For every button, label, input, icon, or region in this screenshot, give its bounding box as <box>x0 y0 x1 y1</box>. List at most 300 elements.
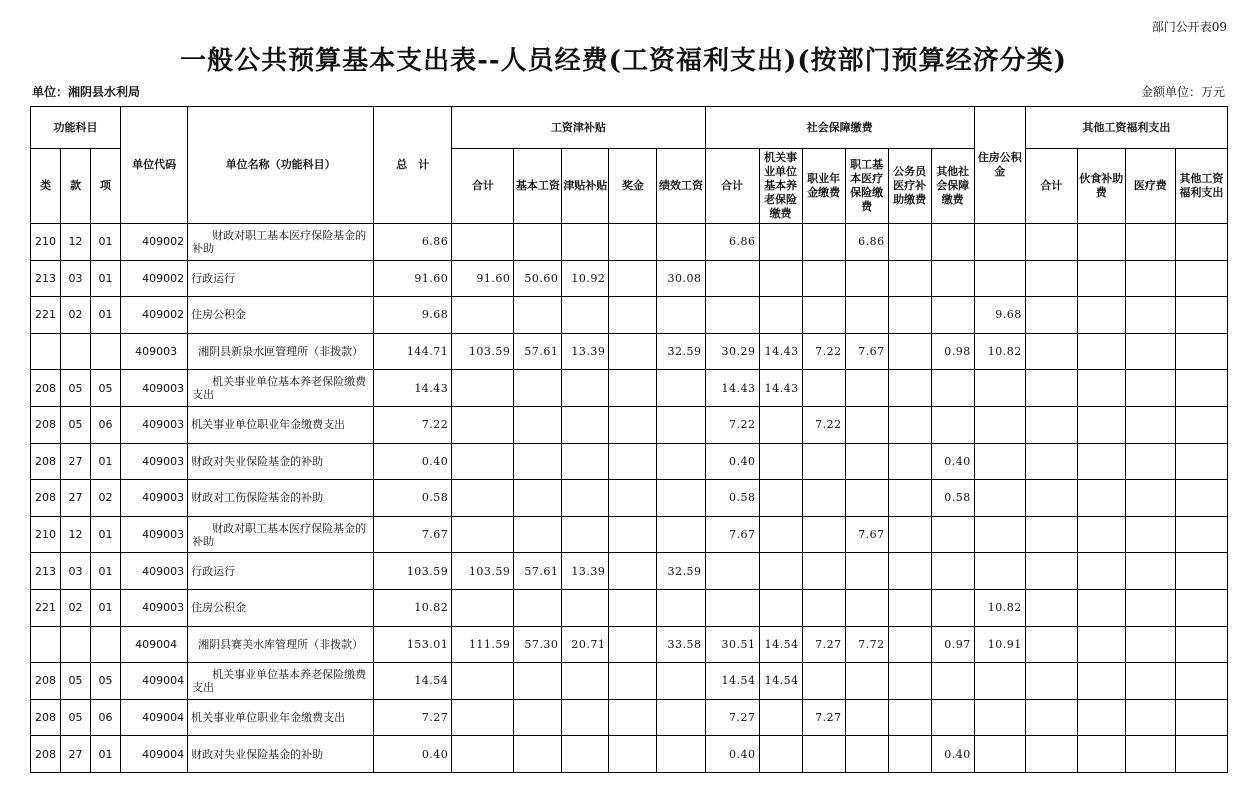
cell-lei: 208 <box>31 663 61 700</box>
cell-name: 行政运行 <box>188 260 374 297</box>
cell-xiang <box>91 626 121 663</box>
cell-performance: 32.59 <box>657 333 705 370</box>
cell-other-total <box>1025 260 1077 297</box>
cell-bonus <box>609 260 657 297</box>
header-basic-salary: 基本工资 <box>514 149 562 224</box>
cell-annuity <box>802 297 845 334</box>
cell-housing <box>974 370 1025 407</box>
cell-meal <box>1077 589 1125 626</box>
cell-name: 住房公积金 <box>188 297 374 334</box>
cell-lei: 208 <box>31 480 61 517</box>
cell-code: 409003 <box>121 480 188 517</box>
cell-salary-total <box>452 224 514 261</box>
cell-xiang: 01 <box>91 589 121 626</box>
cell-other-social <box>931 370 974 407</box>
header-annuity: 职业年金缴费 <box>802 149 845 224</box>
cell-pension <box>759 736 802 773</box>
cell-xiang: 06 <box>91 406 121 443</box>
cell-performance <box>657 406 705 443</box>
cell-name: 财政对失业保险基金的补助 <box>188 736 374 773</box>
table-header <box>31 107 1228 224</box>
cell-annuity: 7.27 <box>802 699 845 736</box>
cell-pension <box>759 480 802 517</box>
cell-bonus <box>609 370 657 407</box>
cell-pension <box>759 699 802 736</box>
cell-housing: 10.82 <box>974 589 1025 626</box>
cell-housing <box>974 553 1025 590</box>
cell-social-total: 30.29 <box>705 333 759 370</box>
cell-civil-medical <box>888 224 931 261</box>
cell-housing: 10.91 <box>974 626 1025 663</box>
cell-meal <box>1077 480 1125 517</box>
cell-code: 409004 <box>121 699 188 736</box>
cell-other-total <box>1025 333 1077 370</box>
cell-pension: 14.43 <box>759 370 802 407</box>
cell-performance <box>657 516 705 553</box>
cell-medical <box>845 553 888 590</box>
table-row <box>31 406 1228 443</box>
cell-xiang: 01 <box>91 553 121 590</box>
cell-meal <box>1077 333 1125 370</box>
cell-civil-medical <box>888 443 931 480</box>
cell-medical <box>845 443 888 480</box>
table-row <box>31 516 1228 553</box>
cell-total: 7.67 <box>374 516 452 553</box>
cell-basic <box>514 736 562 773</box>
header-lei: 类 <box>31 149 61 224</box>
cell-salary-total <box>452 480 514 517</box>
cell-total: 7.27 <box>374 699 452 736</box>
cell-lei: 221 <box>31 297 61 334</box>
cell-total: 0.40 <box>374 736 452 773</box>
cell-other-total <box>1025 736 1077 773</box>
cell-medical <box>845 736 888 773</box>
cell-civil-medical <box>888 297 931 334</box>
cell-basic <box>514 443 562 480</box>
cell-other-welfare <box>1175 333 1227 370</box>
cell-other-social <box>931 516 974 553</box>
cell-total: 14.43 <box>374 370 452 407</box>
cell-name: 财政对失业保险基金的补助 <box>188 443 374 480</box>
cell-name: 财政对职工基本医疗保险基金的补助 <box>188 224 374 261</box>
cell-social-total <box>705 589 759 626</box>
cell-allowance: 13.39 <box>562 553 609 590</box>
table-row <box>31 663 1228 700</box>
cell-kuan: 12 <box>61 516 91 553</box>
cell-housing: 10.82 <box>974 333 1025 370</box>
cell-other-welfare <box>1175 589 1227 626</box>
cell-other-total <box>1025 480 1077 517</box>
cell-housing <box>974 699 1025 736</box>
cell-social-total <box>705 553 759 590</box>
cell-housing <box>974 516 1025 553</box>
cell-basic <box>514 480 562 517</box>
cell-meal <box>1077 516 1125 553</box>
cell-civil-medical <box>888 663 931 700</box>
cell-medical-fee <box>1125 370 1175 407</box>
table-row <box>31 626 1228 663</box>
cell-performance: 32.59 <box>657 553 705 590</box>
cell-social-total: 6.86 <box>705 224 759 261</box>
cell-pension: 14.54 <box>759 626 802 663</box>
cell-kuan: 05 <box>61 370 91 407</box>
table-row <box>31 736 1228 773</box>
cell-other-social <box>931 589 974 626</box>
cell-lei: 208 <box>31 736 61 773</box>
header-salary-total: 合计 <box>452 149 514 224</box>
cell-basic <box>514 663 562 700</box>
cell-other-welfare <box>1175 516 1227 553</box>
header-xiang: 项 <box>91 149 121 224</box>
cell-total: 91.60 <box>374 260 452 297</box>
cell-basic <box>514 370 562 407</box>
cell-medical-fee <box>1125 553 1175 590</box>
cell-total: 0.58 <box>374 480 452 517</box>
budget-table <box>30 106 1228 773</box>
cell-medical: 7.67 <box>845 333 888 370</box>
cell-annuity <box>802 553 845 590</box>
cell-total: 9.68 <box>374 297 452 334</box>
header-meal: 伙食补助费 <box>1077 149 1125 224</box>
cell-salary-total <box>452 406 514 443</box>
header-other-total: 合计 <box>1025 149 1077 224</box>
table-row <box>31 224 1228 261</box>
cell-kuan: 02 <box>61 297 91 334</box>
table-row <box>31 553 1228 590</box>
cell-name: 机关事业单位职业年金缴费支出 <box>188 699 374 736</box>
cell-bonus <box>609 626 657 663</box>
cell-pension <box>759 224 802 261</box>
cell-name: 行政运行 <box>188 553 374 590</box>
cell-medical-fee <box>1125 699 1175 736</box>
cell-allowance <box>562 443 609 480</box>
cell-name: 财政对职工基本医疗保险基金的补助 <box>188 516 374 553</box>
cell-kuan: 03 <box>61 260 91 297</box>
header-social-total: 合计 <box>705 149 759 224</box>
money-unit-label: 金额单位：万元 <box>1140 85 1225 99</box>
cell-allowance <box>562 699 609 736</box>
cell-basic <box>514 516 562 553</box>
cell-other-total <box>1025 663 1077 700</box>
cell-xiang: 01 <box>91 297 121 334</box>
cell-pension: 14.43 <box>759 333 802 370</box>
cell-total: 7.22 <box>374 406 452 443</box>
cell-social-total: 0.58 <box>705 480 759 517</box>
cell-kuan: 12 <box>61 224 91 261</box>
cell-other-total <box>1025 699 1077 736</box>
cell-other-social: 0.58 <box>931 480 974 517</box>
cell-medical <box>845 370 888 407</box>
cell-medical-fee <box>1125 480 1175 517</box>
cell-allowance <box>562 736 609 773</box>
cell-salary-total <box>452 736 514 773</box>
table-row <box>31 699 1228 736</box>
cell-salary-total <box>452 589 514 626</box>
header-social-group: 社会保障缴费 <box>705 107 974 149</box>
cell-salary-total <box>452 699 514 736</box>
cell-allowance <box>562 480 609 517</box>
cell-allowance: 13.39 <box>562 333 609 370</box>
cell-civil-medical <box>888 736 931 773</box>
cell-salary-total <box>452 443 514 480</box>
header-other-social: 其他社会保障缴费 <box>931 149 974 224</box>
cell-meal <box>1077 663 1125 700</box>
cell-performance <box>657 589 705 626</box>
cell-civil-medical <box>888 333 931 370</box>
cell-allowance: 20.71 <box>562 626 609 663</box>
header-other-group: 其他工资福利支出 <box>1025 107 1227 149</box>
cell-allowance <box>562 370 609 407</box>
cell-social-total: 14.43 <box>705 370 759 407</box>
cell-social-total: 7.27 <box>705 699 759 736</box>
cell-civil-medical <box>888 626 931 663</box>
cell-xiang: 01 <box>91 224 121 261</box>
cell-code: 409004 <box>121 663 188 700</box>
cell-name: 湘阴县新泉水匣管理所（非拨款） <box>188 333 374 370</box>
cell-code: 409004 <box>121 626 188 663</box>
cell-lei: 213 <box>31 553 61 590</box>
cell-social-total: 14.54 <box>705 663 759 700</box>
cell-xiang: 06 <box>91 699 121 736</box>
cell-annuity <box>802 589 845 626</box>
cell-performance <box>657 480 705 517</box>
unit-label: 单位：湘阴县水利局 <box>32 85 141 99</box>
cell-lei <box>31 626 61 663</box>
cell-civil-medical <box>888 406 931 443</box>
cell-medical <box>845 589 888 626</box>
cell-civil-medical <box>888 516 931 553</box>
cell-bonus <box>609 443 657 480</box>
cell-basic <box>514 589 562 626</box>
cell-other-social: 0.97 <box>931 626 974 663</box>
cell-code: 409004 <box>121 736 188 773</box>
cell-performance <box>657 224 705 261</box>
cell-lei: 221 <box>31 589 61 626</box>
cell-civil-medical <box>888 699 931 736</box>
cell-pension <box>759 443 802 480</box>
header-func-group: 功能科目 <box>31 107 121 149</box>
table-row <box>31 260 1228 297</box>
cell-salary-total <box>452 370 514 407</box>
cell-annuity <box>802 370 845 407</box>
header-kuan: 款 <box>61 149 91 224</box>
header-medical-fee: 医疗费 <box>1125 149 1175 224</box>
cell-kuan: 27 <box>61 480 91 517</box>
cell-xiang: 01 <box>91 516 121 553</box>
cell-lei: 208 <box>31 370 61 407</box>
cell-pension <box>759 260 802 297</box>
cell-social-total: 0.40 <box>705 443 759 480</box>
cell-civil-medical <box>888 553 931 590</box>
cell-kuan: 05 <box>61 699 91 736</box>
cell-pension <box>759 589 802 626</box>
cell-code: 409002 <box>121 297 188 334</box>
cell-medical-fee <box>1125 589 1175 626</box>
cell-meal <box>1077 224 1125 261</box>
cell-meal <box>1077 736 1125 773</box>
cell-lei: 213 <box>31 260 61 297</box>
cell-basic: 57.61 <box>514 553 562 590</box>
cell-performance <box>657 370 705 407</box>
cell-name: 财政对工伤保险基金的补助 <box>188 480 374 517</box>
cell-social-total <box>705 297 759 334</box>
table-row <box>31 443 1228 480</box>
header-performance: 绩效工资 <box>657 149 705 224</box>
cell-bonus <box>609 553 657 590</box>
cell-kuan <box>61 626 91 663</box>
cell-medical: 6.86 <box>845 224 888 261</box>
cell-salary-total: 103.59 <box>452 553 514 590</box>
cell-other-total <box>1025 626 1077 663</box>
cell-lei: 210 <box>31 224 61 261</box>
cell-other-total <box>1025 553 1077 590</box>
form-id: 部门公开表09 <box>1151 20 1227 34</box>
cell-meal <box>1077 297 1125 334</box>
cell-kuan: 02 <box>61 589 91 626</box>
cell-meal <box>1077 406 1125 443</box>
cell-code: 409003 <box>121 589 188 626</box>
cell-performance: 30.08 <box>657 260 705 297</box>
cell-housing <box>974 736 1025 773</box>
cell-medical-fee <box>1125 443 1175 480</box>
cell-social-total: 0.40 <box>705 736 759 773</box>
cell-basic: 57.30 <box>514 626 562 663</box>
cell-performance <box>657 297 705 334</box>
cell-medical-fee <box>1125 516 1175 553</box>
cell-total: 153.01 <box>374 626 452 663</box>
cell-other-welfare <box>1175 736 1227 773</box>
cell-name: 机关事业单位基本养老保险缴费支出 <box>188 370 374 407</box>
cell-lei: 210 <box>31 516 61 553</box>
cell-medical <box>845 260 888 297</box>
cell-name: 机关事业单位基本养老保险缴费支出 <box>188 663 374 700</box>
cell-basic <box>514 297 562 334</box>
cell-performance <box>657 736 705 773</box>
cell-code: 409003 <box>121 333 188 370</box>
cell-lei: 208 <box>31 443 61 480</box>
cell-meal <box>1077 443 1125 480</box>
cell-housing <box>974 406 1025 443</box>
table-row <box>31 370 1228 407</box>
cell-medical-fee <box>1125 260 1175 297</box>
cell-salary-total: 111.59 <box>452 626 514 663</box>
cell-bonus <box>609 224 657 261</box>
cell-xiang <box>91 333 121 370</box>
cell-performance: 33.58 <box>657 626 705 663</box>
table-row <box>31 333 1228 370</box>
cell-civil-medical <box>888 480 931 517</box>
table-row <box>31 297 1228 334</box>
cell-pension <box>759 553 802 590</box>
cell-annuity <box>802 663 845 700</box>
cell-basic <box>514 699 562 736</box>
table-row <box>31 589 1228 626</box>
cell-bonus <box>609 480 657 517</box>
cell-meal <box>1077 553 1125 590</box>
cell-salary-total <box>452 297 514 334</box>
cell-total: 10.82 <box>374 589 452 626</box>
cell-medical-fee <box>1125 297 1175 334</box>
cell-total: 103.59 <box>374 553 452 590</box>
cell-social-total <box>705 260 759 297</box>
cell-housing <box>974 480 1025 517</box>
cell-medical <box>845 663 888 700</box>
cell-salary-total <box>452 663 514 700</box>
cell-annuity <box>802 260 845 297</box>
header-civil-medical: 公务员医疗补助缴费 <box>888 149 931 224</box>
cell-other-social <box>931 224 974 261</box>
cell-total: 144.71 <box>374 333 452 370</box>
cell-other-welfare <box>1175 663 1227 700</box>
cell-social-total: 7.67 <box>705 516 759 553</box>
cell-other-welfare <box>1175 626 1227 663</box>
cell-allowance: 10.92 <box>562 260 609 297</box>
cell-meal <box>1077 370 1125 407</box>
cell-basic <box>514 406 562 443</box>
cell-bonus <box>609 589 657 626</box>
cell-annuity <box>802 443 845 480</box>
cell-medical-fee <box>1125 333 1175 370</box>
cell-other-social <box>931 553 974 590</box>
cell-other-total <box>1025 589 1077 626</box>
cell-medical <box>845 480 888 517</box>
cell-kuan: 05 <box>61 406 91 443</box>
cell-housing <box>974 443 1025 480</box>
cell-total: 0.40 <box>374 443 452 480</box>
cell-meal <box>1077 626 1125 663</box>
cell-xiang: 05 <box>91 663 121 700</box>
cell-civil-medical <box>888 589 931 626</box>
cell-medical <box>845 406 888 443</box>
header-unit-code: 单位代码 <box>121 107 188 224</box>
cell-other-social: 0.40 <box>931 736 974 773</box>
cell-basic: 50.60 <box>514 260 562 297</box>
cell-xiang: 01 <box>91 260 121 297</box>
header-salary-group: 工资津补贴 <box>452 107 705 149</box>
cell-total: 6.86 <box>374 224 452 261</box>
cell-salary-total: 91.60 <box>452 260 514 297</box>
cell-allowance <box>562 663 609 700</box>
cell-kuan: 27 <box>61 736 91 773</box>
cell-lei <box>31 333 61 370</box>
cell-other-social <box>931 406 974 443</box>
cell-medical: 7.67 <box>845 516 888 553</box>
cell-pension <box>759 516 802 553</box>
cell-other-welfare <box>1175 553 1227 590</box>
header-unit-name: 单位名称（功能科目） <box>188 107 374 224</box>
cell-annuity: 7.27 <box>802 626 845 663</box>
cell-medical-fee <box>1125 663 1175 700</box>
cell-allowance <box>562 224 609 261</box>
cell-other-total <box>1025 370 1077 407</box>
cell-housing <box>974 224 1025 261</box>
cell-code: 409003 <box>121 516 188 553</box>
cell-code: 409003 <box>121 370 188 407</box>
header-allowance: 津贴补贴 <box>562 149 609 224</box>
cell-medical-fee <box>1125 406 1175 443</box>
cell-other-social <box>931 260 974 297</box>
cell-performance <box>657 663 705 700</box>
cell-code: 409003 <box>121 553 188 590</box>
cell-other-welfare <box>1175 224 1227 261</box>
cell-annuity <box>802 736 845 773</box>
header-pension: 机关事业单位基本养老保险缴费 <box>759 149 802 224</box>
cell-other-welfare <box>1175 699 1227 736</box>
cell-civil-medical <box>888 260 931 297</box>
cell-kuan: 03 <box>61 553 91 590</box>
header-housing-fund: 住房公积金 <box>974 107 1025 224</box>
cell-allowance <box>562 516 609 553</box>
